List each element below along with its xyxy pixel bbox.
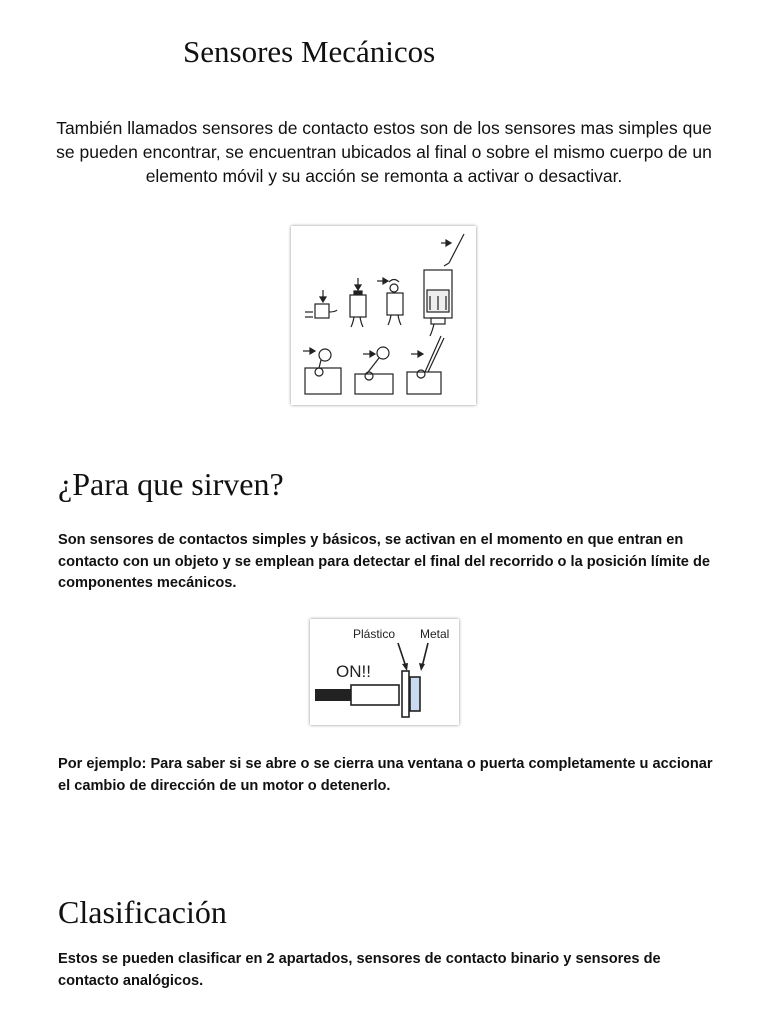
roller-lever-middle (355, 347, 393, 394)
label-metal: Metal (420, 627, 450, 641)
example-paragraph: Por ejemplo: Para saber si se abre o se cierra una ventana o puerta completamente u accionar el cambio de dirección de un motor o detenerlo. (58, 756, 713, 794)
wire-lever-right (407, 336, 444, 394)
roller-plunger-switch (377, 278, 403, 325)
plunger-switch (350, 278, 366, 327)
page-title: Sensores Mecánicos (183, 34, 436, 69)
section-uses-body: Son sensores de contactos simples y básicos, se activan en el momento en que entran en contacto con un objeto y se emplean para detectar el final del recorrido o la posición límite de componentes mecánicos. (58, 532, 711, 591)
label-on: ON!! (336, 662, 371, 681)
mini-plunger (305, 290, 337, 318)
limit-switch-diagram (291, 226, 476, 405)
tall-switch-lever (424, 234, 464, 336)
roller-lever-left (303, 348, 341, 394)
intro-paragraph: También llamados sensores de contacto estos son de los sensores mas simples que se pueden encontrar, se encuentran ubicados al final o sobre el mismo cuerpo de un elemento móvil y su acción se remonta a activar o desactivar. (56, 118, 712, 186)
section-uses-heading: ¿Para que sirven? (58, 466, 284, 502)
classification-body: Estos se pueden clasificar en 2 apartados, sensores de contacto binario y sensores de contacto analógicos. (58, 951, 661, 989)
contact-sensor-figure (310, 619, 459, 725)
label-plastico: Plástico (353, 627, 396, 641)
classification-heading: Clasificación (58, 894, 227, 930)
